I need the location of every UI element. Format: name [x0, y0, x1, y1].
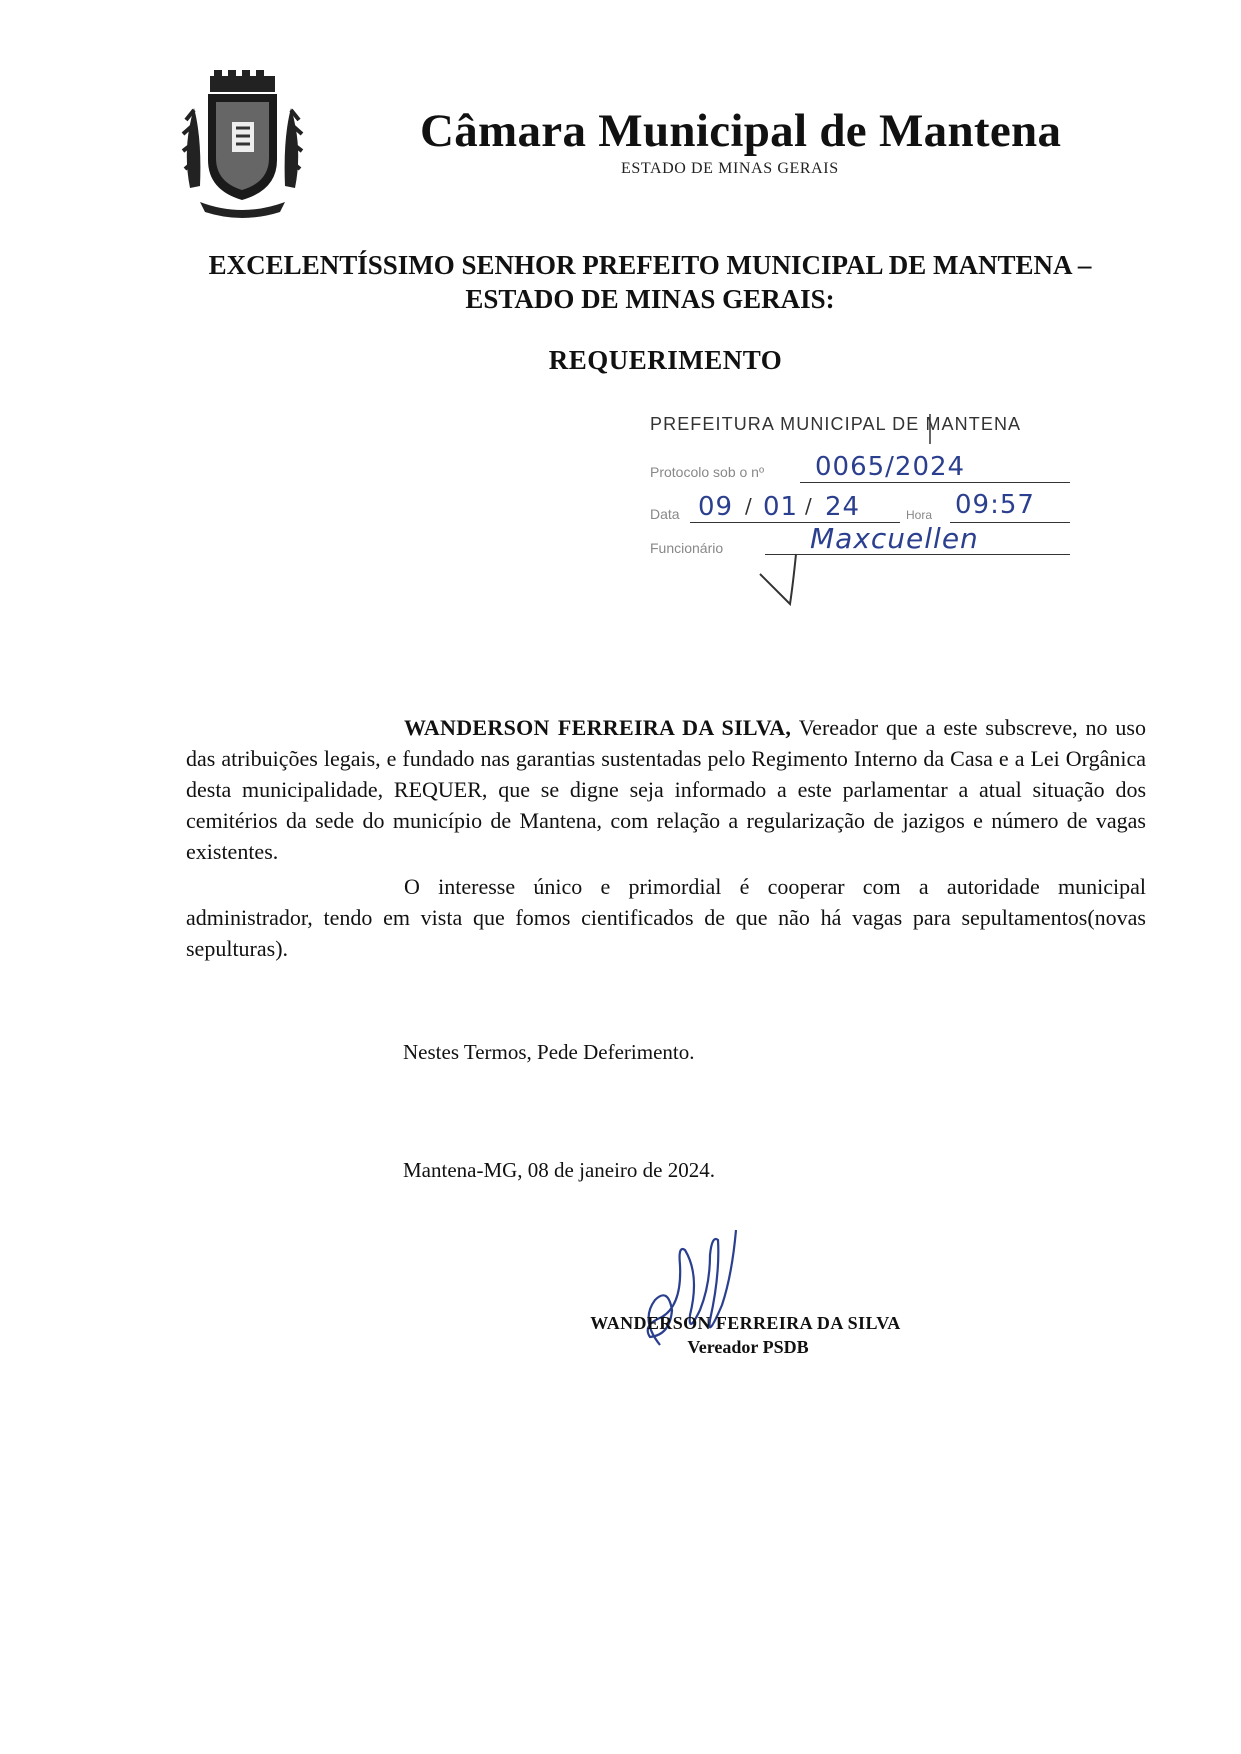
protocol-stamp: [650, 414, 1080, 614]
body-paragraph-1: [186, 712, 1146, 867]
document-type-heading: REQUERIMENTO: [548, 345, 783, 375]
signer-name: WANDERSON FERREIRA DA SILVA: [590, 1313, 901, 1333]
request-text: Vereador que a este subscreve, no uso das atribuições legais, e fundado nas garantias sustentadas pelo Regimento Interno da Casa e a Lei Orgânica desta municipalidade, REQUER, que se digne seja informado a este parlamentar a atual situação dos cemitérios da sede do município de Mantena, com relação a regularização de jazigos e número de vagas existentes.: [186, 715, 1146, 864]
signer-role: Vereador PSDB: [687, 1337, 809, 1357]
coat-of-arms-icon: [180, 68, 305, 220]
stamp-time-value: 09:57: [955, 490, 1035, 520]
stamp-header: PREFEITURA MUNICIPAL DE MANTENA: [650, 414, 1022, 434]
stamp-protocol-value: 0065/2024: [815, 452, 966, 482]
addressee-line-2: ESTADO DE MINAS GERAIS:: [465, 284, 835, 314]
addressee-block: [150, 248, 1150, 316]
handwritten-signature-icon: [610, 1225, 760, 1355]
stamp-date-sep-1: /: [745, 494, 753, 518]
requester-name: WANDERSON FERREIRA DA SILVA,: [404, 715, 792, 740]
institution-subtitle: ESTADO DE MINAS GERAIS: [621, 160, 839, 177]
stamp-date-sep-2: /: [805, 494, 813, 518]
place-and-date: Mantena-MG, 08 de janeiro de 2024.: [403, 1158, 715, 1182]
stamp-check-mark-icon: [650, 414, 1080, 614]
stamp-time-label: Hora: [906, 508, 933, 522]
institution-title: Câmara Municipal de Mantena: [420, 105, 1062, 157]
body-paragraph-2: O interesse único e primordial é cooperar com a autoridade municipal administrador, tendo em vista que fomos cientificados de que não há vagas para sepultamentos(novas sepulturas).: [186, 874, 1146, 961]
stamp-clerk-signature: Maxcuellen: [810, 522, 979, 555]
stamp-date-month: 01: [763, 492, 799, 522]
stamp-clerk-label: Funcionário: [650, 540, 724, 556]
addressee-line-1: EXCELENTÍSSIMO SENHOR PREFEITO MUNICIPAL DE MANTENA –: [208, 250, 1092, 280]
stamp-date-label: Data: [650, 506, 680, 522]
stamp-date-day: 09: [698, 492, 734, 522]
stamp-date-year: 24: [825, 492, 861, 522]
stamp-protocol-label: Protocolo sob o nº: [650, 464, 765, 480]
closing-formula: Nestes Termos, Pede Deferimento.: [403, 1040, 695, 1064]
